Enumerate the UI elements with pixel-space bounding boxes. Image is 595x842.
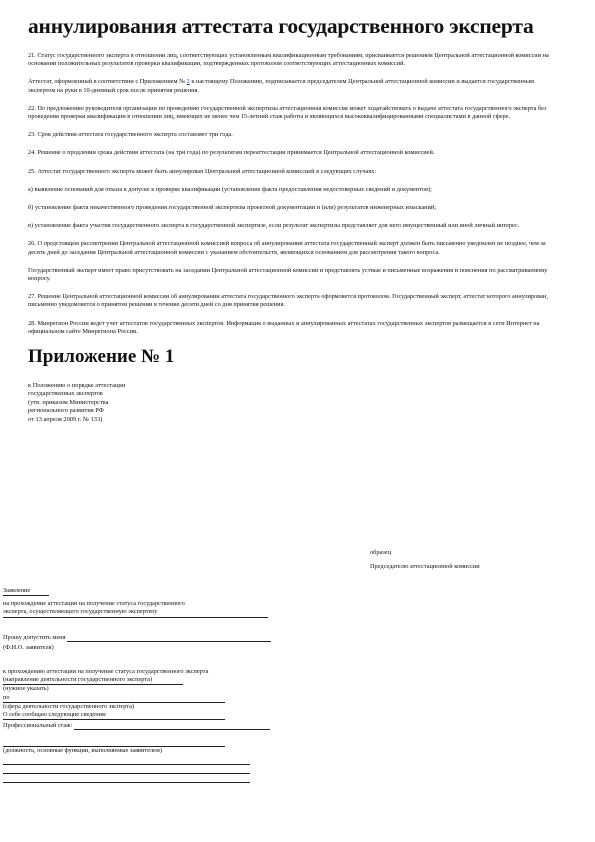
position-note: (должность, основные функции, выполняемые заявителем) — [3, 747, 162, 755]
paragraph-25-v: в) установление факта участия государственного эксперта в государственной экспертизе, если результат экспертизы представляет для него имущественный или иной личный интерес. — [28, 222, 520, 230]
admit-label: Прошу допустить меня — [3, 633, 66, 641]
extra-line-1[interactable] — [3, 756, 250, 765]
appendix-title: Приложение № 1 — [28, 346, 175, 368]
applicant-name-field[interactable] — [67, 634, 271, 642]
sphere-note: (сфера деятельности государственного эксперта) — [3, 702, 134, 710]
paragraph-28: 28. Минрегион России ведет учет аттестатов государственных экспертов. Информация о выданных и аннулированных аттестатах государственных экспертов размещается в сети Интернет на официальном сайте Минрегиона России. — [28, 319, 540, 335]
addressee-block — [370, 549, 480, 572]
experience-label: Профессиональный стаж: — [3, 722, 73, 730]
paragraph-certificate — [28, 78, 551, 94]
paragraph-25-a: а) выявление оснований для отказа в допуске к проверке квалификации (установление факта предоставления недостоверных сведений и документов); — [28, 185, 432, 193]
approval-line: (утв. приказом Министерства — [28, 398, 109, 406]
form-subheading-1: на прохождение аттестации на получение статуса государственного — [3, 600, 185, 608]
document-page — [28, 14, 551, 424]
paragraph-22: 22. По предложению руководителя организации по проведению государственной экспертизы аттестационная комиссия может ходатайствовать о выдаче аттестата государственного эксперта без проведения проверки квалификации в отношении лиц, имеющих не менее чем 15-летний стаж работы и являющихся высококвалифицированными специалистами в данной сфере. — [28, 104, 547, 121]
po-row: по — [3, 694, 225, 703]
paragraph-26-rights: Государственный эксперт имеет право присутствовать на заседании Центральной аттестационной комиссии и представлять устные и письменные возражения и пояснения по рассматриваемому вопросу. — [28, 266, 548, 283]
approval-block — [28, 382, 188, 424]
approval-line: к Положению о порядке аттестации — [28, 382, 126, 390]
extra-line-3[interactable] — [3, 774, 250, 783]
approval-line: регионального развития РФ — [28, 407, 104, 415]
admit-row — [3, 634, 271, 642]
paragraph-21: 21. Статус государственного эксперта в отношении лиц, соответствующих установленным квалификационным требованиям, присваивается решением Центральной аттестационной комиссии на основании положительных результатов проверки квалификации, подтвержденных протоколом соответствующих аттестационных комиссий. — [28, 52, 549, 68]
approval-line: от 13 апреля 2009 г. № 133) — [28, 415, 103, 423]
apply-line-2: (направление деятельности государственного эксперта) — [3, 676, 183, 685]
experience-row — [3, 722, 270, 730]
experience-field[interactable] — [74, 722, 270, 730]
apply-line-3: (нужное указать) — [3, 685, 49, 693]
paragraph-24: 24. Решение о продлении срока действия аттестата (на три года) по результатам переаттестации принимается Центральной аттестационной комиссией. — [28, 149, 435, 157]
sample-label: образец — [370, 549, 391, 556]
addressee-line: Председателю аттестационной комиссии — [370, 563, 480, 571]
application-form — [3, 587, 333, 783]
appendix-2-link[interactable]: 2 — [186, 78, 190, 86]
paragraph-25: 25. Аттестат государственного эксперта может быть аннулирован Центральной аттестационной комиссией в следующих случаях: — [28, 167, 377, 175]
position-field[interactable] — [3, 738, 225, 747]
apply-line-1: к прохождению аттестации на получение статуса государственного эксперта — [3, 668, 209, 676]
paragraph-23: 23. Срок действия аттестата государственного эксперта составляет три года. — [28, 131, 233, 139]
approval-line: государственных экспертов — [28, 390, 103, 398]
paragraph-certificate-pre: Аттестат, оформленный в соответствии с Приложением № — [28, 78, 187, 86]
fio-note: (Ф.И.О. заявителя) — [3, 643, 54, 651]
paragraph-26: 26. О предстоящем рассмотрении Центральной аттестационной комиссией вопроса об аннулировании аттестата государственный эксперт должен быть письменно уведомлен не позднее, чем за десять дней до заседания Центральной аттестационной комиссии с указанием обстоятельств, являющихся основанием для рассмотрения такого вопроса. — [28, 240, 546, 256]
paragraphs — [28, 52, 551, 336]
extra-line-2[interactable] — [3, 765, 250, 774]
about-row: О себе сообщаю следующие сведения: — [3, 711, 225, 720]
paragraph-25-b: б) установление факта некачественного проведения государственной экспертизы проектной документации и (или) результатов инженерных изысканий; — [28, 204, 437, 212]
paragraph-certificate-post: к настоящему Положению, подписывается председателем Центральной аттестационной комиссии и выдается государственным экспертом на руки в 10-дневный срок после принятия решения. — [28, 78, 534, 94]
form-subheading-2: эксперта, осуществляющего государственную экспертизу — [3, 608, 268, 617]
form-heading: Заявление — [3, 587, 49, 596]
paragraph-27: 27. Решение Центральной аттестационной комиссии об аннулировании аттестата государственного эксперта оформляется протоколом. Государственный эксперт, аттестат которого аннулирован, письменно уведомляется о принятом решении в течение десяти дней со дня принятия решения. — [28, 293, 548, 309]
section-title: аннулирования аттестата государственного эксперта — [28, 14, 534, 38]
